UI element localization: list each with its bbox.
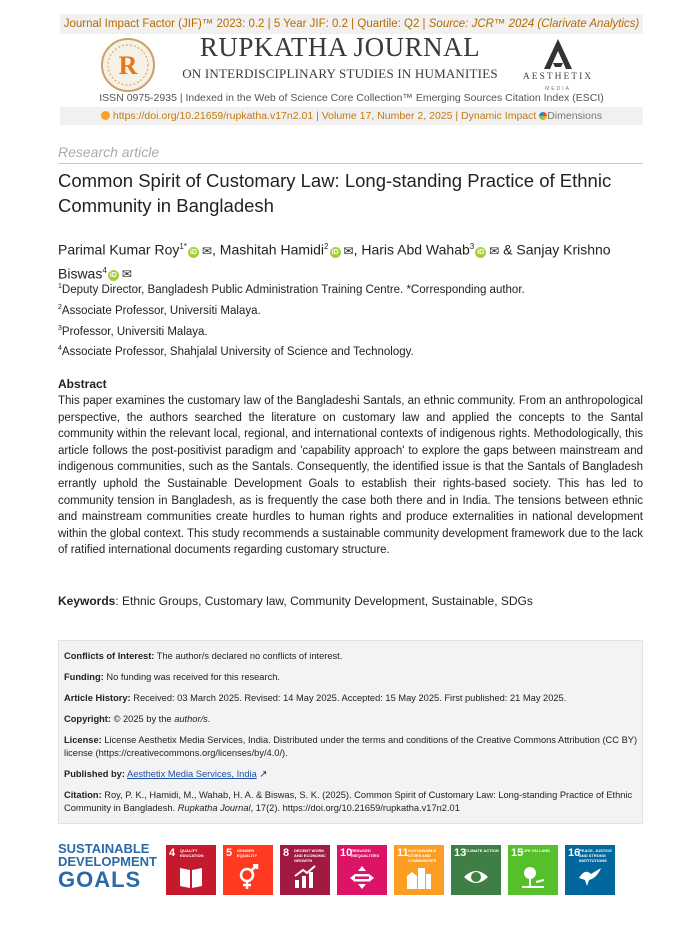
sdg-label: DECENT WORK AND ECONOMIC GROWTH (294, 848, 326, 863)
sdg-num: 16 (568, 847, 581, 859)
book-icon (178, 864, 204, 890)
affiliation-sup: 2 (58, 303, 62, 311)
published-label: Published by: (64, 769, 125, 779)
sdg-num: 15 (511, 847, 524, 859)
affiliation-item (58, 278, 643, 299)
publisher-logo-sub: MEDIA (545, 86, 571, 92)
published-line (64, 768, 639, 781)
affiliation-sup: 1 (58, 283, 62, 290)
dimensions-label: Dimensions (547, 110, 603, 122)
dove-icon (577, 864, 603, 890)
author-name: Haris Abd Wahab (361, 241, 470, 258)
author-separator: & (499, 241, 517, 258)
author-sup: 1* (179, 242, 187, 251)
funding-line (64, 671, 639, 684)
sdg-label: GENDER EQUALITY (237, 848, 258, 858)
affiliation-sup: 3 (58, 324, 62, 332)
affiliation-text: Associate Professor, Universiti Malaya. (61, 304, 261, 317)
orcid-icon[interactable]: iD (109, 272, 117, 280)
tree-icon (520, 864, 546, 890)
city-icon (406, 864, 432, 890)
doi-bar[interactable] (60, 107, 643, 125)
mail-icon[interactable]: ✉ (343, 243, 354, 258)
sdg-label: LIFE ON LAND (522, 848, 550, 853)
external-link-icon[interactable]: ↗ (259, 769, 268, 779)
doi-icon (101, 111, 110, 120)
copyright-label: Copyright: (64, 714, 111, 724)
author-separator: , (212, 241, 220, 258)
license-line (64, 734, 639, 760)
author-sup: 2 (324, 242, 329, 251)
sdg-tile-16 (565, 845, 615, 895)
author-sup: 3 (469, 242, 475, 251)
impact-factor-text: Journal Impact Factor (JIF)™ 2023: 0.2 | 5 Year JIF: 0.2 | Quartile: Q2 | (63, 18, 429, 30)
article-type-label: Research article (58, 144, 160, 160)
sdg-tile-4 (166, 845, 216, 895)
citation-journal: Rupkatha Journal (177, 803, 251, 813)
copyright-owner: author/s (174, 714, 208, 724)
mail-icon[interactable]: ✉ (121, 267, 132, 282)
sdg-num: 10 (340, 847, 353, 859)
abstract-text: This paper examines the customary law of the Bangladeshi Santals, an ethnic community. From an anthropological perspective, the authors searched the literature on customary law and applied the concepts to the Santal community within the relevant local, regional, and international contexts of indigenous rights. Methodologically, this article follows the post-positivist paradigm and 'capability approach' to explore the gaps between mainstream and indigenous communities, such as the Santals. Consequently, the identified issue is that the Santals of Bangladesh errantly uphold the Sustainable Development Goals to establish their rights-based society. This has led to community tension in Bangladesh, as is frequently the case both there and in India. The tensions between ethnic and mainstream communities create hurdles to human rights and produce externalities in national development within the global context. This study recommends a sustainable community development framework due to the lack of ratified international documents regarding customary structure. (58, 395, 643, 557)
affiliation-text: Deputy Director, Bangladesh Public Administration Training Centre. *Corresponding author. (61, 283, 525, 296)
sdg-tile-13 (451, 845, 501, 895)
svg-text:R: R (118, 51, 138, 80)
sdg-num: 11 (397, 847, 409, 859)
conflicts-text: The author/s declared no conflicts of interest. (154, 651, 343, 661)
sdg-tile-15 (508, 845, 558, 895)
affiliation-item (58, 299, 643, 320)
history-line (64, 692, 639, 705)
impact-factor-bar (60, 14, 643, 34)
affiliation-list (58, 278, 643, 361)
copyright-end: . (207, 714, 211, 724)
orcid-icon[interactable]: iD (331, 248, 339, 256)
gender-icon (235, 864, 261, 890)
conflicts-line (64, 650, 639, 663)
citation-end: , 17(2). https://doi.org/10.21659/rupkatha.v17n2.01 (250, 803, 460, 813)
history-text: Received: 03 March 2025. Revised: 14 May 2025. Accepted: 15 May 2025. First published: 21 May 2025. (130, 693, 567, 703)
license-text: License Aesthetix Media Services, India. Distributed under the terms and conditions of the Creative Commons Attribution (CC BY) license (https://creativecommons.org/licenses/by/4.0/). (64, 735, 638, 758)
author-name: Parimal Kumar Roy (58, 241, 180, 258)
journal-subtitle: ON INTERDISCIPLINARY STUDIES IN HUMANITIES (182, 66, 498, 81)
mail-icon[interactable]: ✉ (489, 243, 500, 258)
doi-line[interactable]: https://doi.org/10.21659/rupkatha.v17n2.01 | Volume 17, Number 2, 2025 | Dynamic Impact (112, 110, 537, 122)
citation-label: Citation: (64, 790, 102, 800)
sdg-num: 5 (226, 847, 233, 859)
author-name: Sanjay Krishno Biswas (58, 241, 611, 282)
affiliation-text: Associate Professor, Shahjalal University of Science and Technology. (61, 346, 414, 359)
impact-factor-source: Source: JCR™ 2024 (Clarivate Analytics) (428, 18, 640, 30)
issn-line: ISSN 0975-2935 | Indexed in the Web of Science Core Collection™ Emerging Sources Citation Index (ESCI) (99, 92, 604, 104)
history-label: Article History: (64, 693, 131, 703)
copyright-line (64, 713, 639, 726)
sdg-logo-line3: GOALS (58, 867, 142, 892)
eye-globe-icon (463, 864, 489, 890)
orcid-icon[interactable]: iD (477, 248, 485, 256)
publisher-logo-name: AESTHETIX (522, 72, 594, 82)
sdg-logo-line2: DEVELOPMENT (58, 854, 157, 869)
header-divider (58, 163, 643, 164)
sdg-tile-11 (394, 845, 444, 895)
citation-text: Roy, P. K., Hamidi, M., Wahab, H. A. & Biswas, S. K. (2025). Common Spirit of Customary Law: Long-standing Practice of Ethnic Community in Bangladesh. (64, 790, 633, 813)
copyright-text: © 2025 by the (111, 714, 175, 724)
keywords-text: : Ethnic Groups, Customary law, Community Development, Sustainable, SDGs (115, 594, 533, 608)
rupkatha-logo-icon (100, 37, 156, 93)
citation-line (64, 789, 639, 815)
sdg-tile-8 (280, 845, 330, 895)
sdg-num: 8 (283, 847, 290, 859)
sdg-label: PEACE, JUSTICE AND STRONG INSTITUTIONS (579, 848, 612, 863)
sdg-num: 13 (454, 847, 467, 859)
sdg-num: 4 (169, 847, 176, 859)
sdg-label: SUSTAINABLE CITIES AND COMMUNITIES (408, 848, 437, 863)
equality-icon (349, 864, 375, 890)
keywords-label: Keywords (58, 594, 116, 608)
author-separator: , (353, 241, 362, 258)
affiliation-sup: 4 (58, 345, 62, 353)
orcid-icon[interactable]: iD (189, 248, 197, 256)
sdg-logo-line1: SUSTAINABLE (58, 841, 150, 856)
sdg-label: QUALITY EDUCATION (180, 848, 204, 858)
growth-chart-icon (292, 864, 318, 890)
affiliation-text: Professor, Universiti Malaya. (61, 325, 208, 338)
affiliation-item (58, 340, 643, 361)
sdg-tile-5 (223, 845, 273, 895)
keywords (58, 594, 643, 608)
abstract-heading: Abstract (58, 377, 107, 391)
funding-label: Funding: (64, 672, 104, 682)
dimensions-badge[interactable] (539, 110, 602, 122)
funding-text: No funding was received for this research. (103, 672, 280, 682)
sdg-label: CLIMATE ACTION (465, 848, 499, 853)
publisher-link[interactable]: Aesthetix Media Services, India (127, 769, 257, 779)
article-title: Common Spirit of Customary Law: Long-standing Practice of Ethnic Community in Bangladesh (58, 170, 612, 216)
author-sup: 4 (102, 265, 107, 275)
sdg-logo (58, 842, 162, 892)
author-name: Mashitah Hamidi (219, 241, 325, 258)
sdg-tile-10 (337, 845, 387, 895)
journal-name: RUPKATHA JOURNAL (199, 32, 481, 62)
sdg-label: REDUCED INEQUALITIES (351, 848, 380, 858)
conflicts-label: Conflicts of Interest: (64, 651, 155, 661)
mail-icon[interactable]: ✉ (201, 243, 212, 258)
affiliation-item (58, 320, 643, 341)
license-label: License: (64, 735, 102, 745)
